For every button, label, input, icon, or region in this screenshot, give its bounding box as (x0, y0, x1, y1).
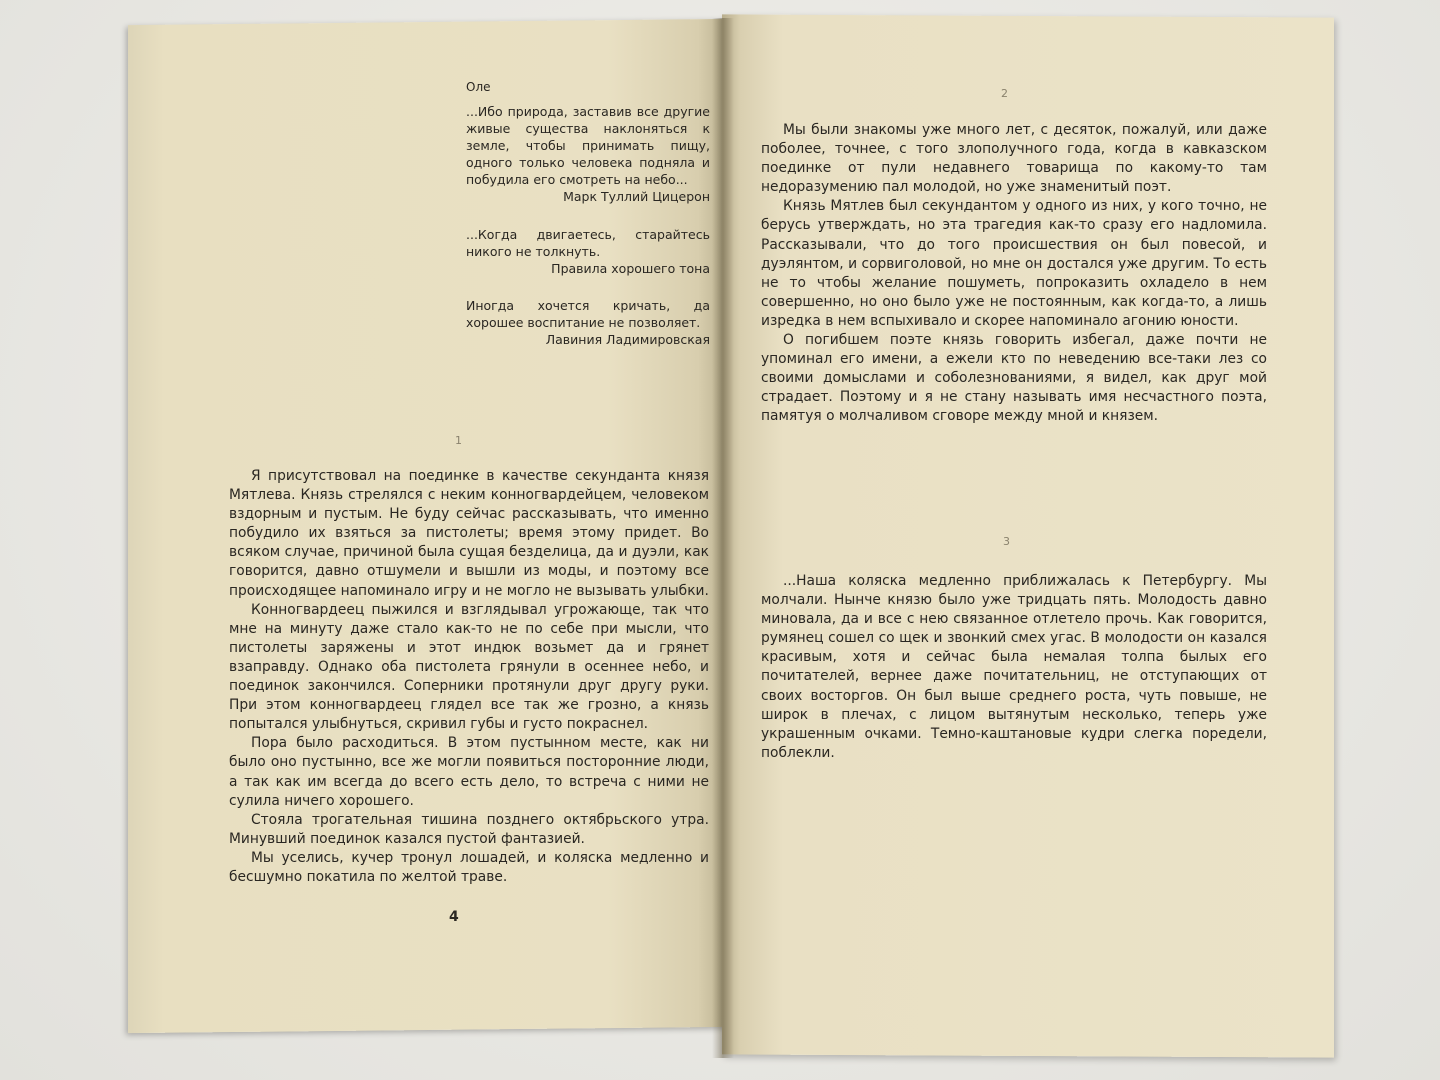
epigraph-2: ...Когда двигаетесь, старайтесь никого не толкнуть. (466, 227, 710, 259)
dedication: Оле (466, 80, 491, 94)
paragraph: Стояла трогательная тишина позднего октябрьского утра. Минувший поединок казался пустой фантазией. (229, 811, 709, 847)
chapter-number-2: 2 (1001, 87, 1008, 100)
epigraph-2-author: Правила хорошего тона (551, 261, 710, 276)
paragraph: ...Наша коляска медленно приближалась к Петербургу. Мы молчали. Нынче князю было уже тридцать пять. Молодость давно миновала, да и все с нею связанное отлетело прочь. Как говорится, румянец сошел со щек и звонкий смех угас. В молодости он казался красивым, хотя и сейчас была немалая толпа былых его почитателей, вернее даже почитательниц, не отступающих от своих восторгов. Он был выше среднего роста, чуть повыше, не широк в плечах, с лицом вытянутым несколько, теперь уже украшенным очками. Темно-каштановые кудри слегка поредели, поблекли. (761, 573, 1267, 761)
chapter-number-1: 1 (455, 434, 462, 447)
epigraph-3-author: Лавиния Ладимировская (545, 332, 710, 347)
paragraph: Мы были знакомы уже много лет, с десяток, пожалуй, или даже поболее, точнее, с того злополучного года, когда в кавказском поединке от пули недавнего товарища по какому-то там недоразумению пал молодой, но уже знаменитый поэт. (761, 122, 1267, 196)
paragraph: Я присутствовал на поединке в качестве секунданта князя Мятлева. Князь стрелялся с неким конногвардейцем, человеком вздорным и пустым. Не буду сейчас рассказывать, что именно побудило их взяться за пистолеты; время этому придет. Во всяком случае, причиной была сущая безделица, да и дуэли, как говорится, давно отшумели и вышли из моды, и поэтому все происходящее напоминало игру и не могло не вызывать улыбки. (229, 468, 709, 599)
epigraph-1: ...Ибо природа, заставив все другие живые существа наклоняться к земле, чтобы принимать пищу, одного только человека подняла и побудила его смотреть на небо... (466, 104, 710, 187)
epigraph-1-author: Марк Туллий Цицерон (563, 189, 710, 204)
chapter-number-3: 3 (1003, 535, 1010, 548)
paragraph: Мы уселись, кучер тронул лошадей, и коляска медленно и бесшумно покатила по желтой траве. (229, 849, 709, 885)
left-page-body (229, 467, 709, 887)
paragraph: Князь Мятлев был секундантом у одного из них, у кого точно, не берусь утверждать, но эта трагедия как-то сразу его надломила. Рассказывали, что до того происшествия он был повесой, и дуэлянтом, и сорвиголовой, но мне он достался уже другим. То есть не то чтобы желание пошуметь, попроказить охладело в нем совершенно, но оно было уже не постоянным, как когда-то, а лишь изредка в нем вспыхивало и скорее напоминало агонию юности. (761, 198, 1267, 329)
paragraph: О погибшем поэте князь говорить избегал, даже почти не упоминал его имени, а ежели кто по неведению все-таки лез со своими домыслами и соболезнованиями, я видел, как друг мой страдает. Поэтому и я не стану называть имя несчастного поэта, памятуя о молчаливом сговоре между мной и князем. (761, 332, 1267, 425)
right-page-section-3 (761, 572, 1267, 763)
paragraph: Пора было расходиться. В этом пустынном месте, как ни было оно пустынно, все же могли появиться посторонние люди, а так как им всегда до всего есть дело, то встреча с ними не сулила ничего хорошего. (229, 735, 709, 809)
book-spine (712, 18, 734, 1058)
epigraph-3: Иногда хочется кричать, да хорошее воспитание не позволяет. (466, 298, 710, 330)
right-page-section-2 (761, 121, 1267, 427)
paragraph: Конногвардеец пыжился и взглядывал угрожающе, так что мне на минуту даже стало как-то не по себе при мысли, что пистолеты заряжены и этот индюк возьмет да и грянет взаправду. Однако оба пистолета грянули в осеннее небо, и поединок закончился. Соперники протянули друг другу руки. При этом конногвардеец глядел все так же грозно, а князь попытался улыбнуться, скривил губы и густо покраснел. (229, 601, 709, 733)
page-number: 4 (449, 909, 459, 925)
